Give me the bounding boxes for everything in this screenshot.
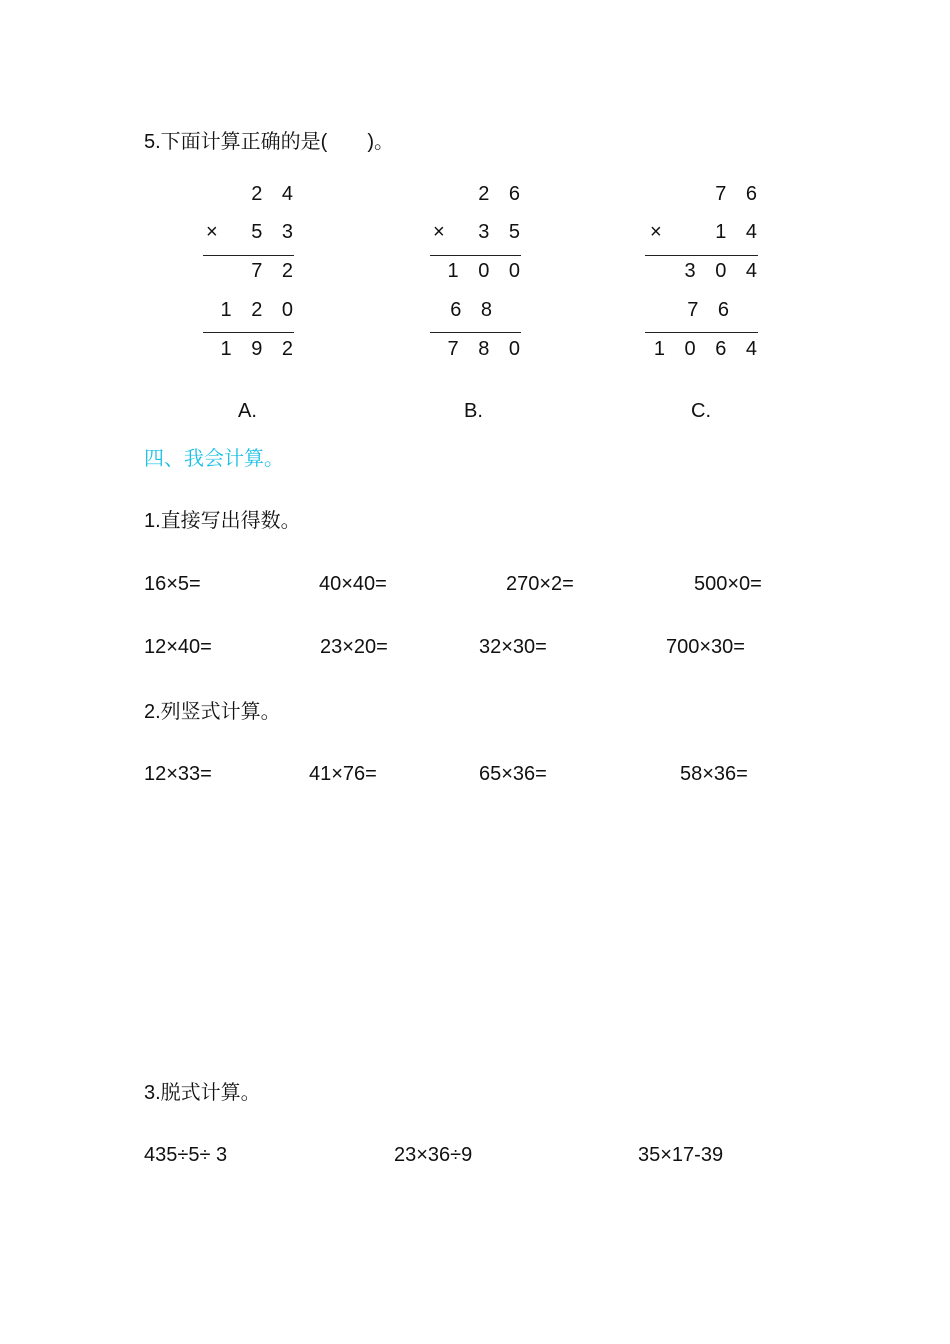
multiplier: 3 5	[478, 221, 527, 243]
vertical-calc-item: 58×36=	[680, 763, 748, 785]
vertical-calc-item: 41×76=	[309, 763, 377, 785]
option-label-a: A.	[238, 400, 257, 422]
option-label-c: C.	[691, 400, 711, 422]
times-sign: ×	[650, 221, 662, 243]
direct-calc-item: 32×30=	[479, 636, 547, 658]
product-result: 1 9 2	[220, 338, 300, 360]
question-5-title: 5.下面计算正确的是( )。	[144, 131, 394, 153]
partial-product-2: 1 2 0	[220, 299, 300, 321]
direct-calc-item: 40×40=	[319, 573, 387, 595]
direct-calc-item: 23×20=	[320, 636, 388, 658]
multiplicand: 2 6	[478, 183, 527, 205]
product-result: 1 0 6 4	[653, 338, 764, 360]
times-sign: ×	[206, 221, 218, 243]
multiplicand: 2 4	[251, 183, 300, 205]
multiplier: 1 4	[715, 221, 764, 243]
part-1-title: 1.直接写出得数。	[144, 510, 301, 532]
vertical-calc-c	[642, 180, 764, 370]
direct-calc-item: 12×40=	[144, 636, 212, 658]
stepwise-calc-item: 435÷5÷ 3	[144, 1144, 228, 1166]
divider-line	[203, 332, 294, 333]
divider-line	[430, 255, 521, 256]
part-3-title: 3.脱式计算。	[144, 1082, 261, 1104]
partial-product-1: 7 2	[251, 260, 300, 282]
divider-line	[203, 255, 294, 256]
part-2-title: 2.列竖式计算。	[144, 701, 281, 723]
direct-calc-item: 270×2=	[506, 573, 574, 595]
divider-line	[645, 255, 758, 256]
multiplicand: 7 6	[715, 183, 764, 205]
direct-calc-item: 500×0=	[694, 573, 762, 595]
stepwise-calc-item: 23×36÷9	[394, 1144, 473, 1166]
multiplier: 5 3	[251, 221, 300, 243]
times-sign: ×	[433, 221, 445, 243]
partial-product-1: 3 0 4	[684, 260, 764, 282]
direct-calc-item: 700×30=	[666, 636, 745, 658]
partial-product-1: 1 0 0	[447, 260, 527, 282]
partial-product-2: 7 6	[687, 299, 736, 321]
vertical-calc-b	[427, 180, 527, 370]
divider-line	[430, 332, 521, 333]
vertical-calc-a	[200, 180, 300, 370]
option-label-b: B.	[464, 400, 483, 422]
vertical-calc-item: 65×36=	[479, 763, 547, 785]
direct-calc-item: 16×5=	[144, 573, 201, 595]
partial-product-2: 6 8	[450, 299, 499, 321]
section-4-heading: 四、我会计算。	[144, 448, 284, 470]
vertical-calc-item: 12×33=	[144, 763, 212, 785]
divider-line	[645, 332, 758, 333]
stepwise-calc-item: 35×17-39	[638, 1144, 724, 1166]
product-result: 7 8 0	[447, 338, 527, 360]
